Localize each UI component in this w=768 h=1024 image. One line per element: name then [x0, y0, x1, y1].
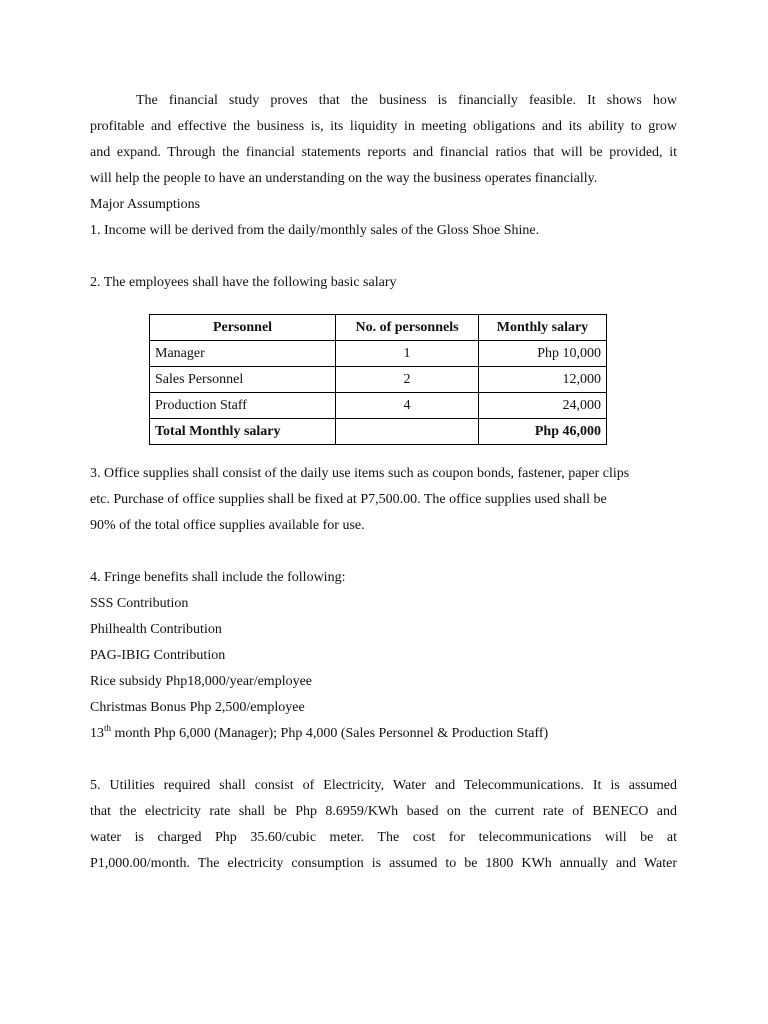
assumption-4-intro: 4. Fringe benefits shall include the following: [90, 570, 346, 585]
benefit-item: SSS Contribution [90, 596, 189, 611]
assumption-3-line: etc. Purchase of office supplies shall be fixed at P7,500.00. The office supplies used shall be [90, 492, 607, 507]
salary-table [149, 314, 607, 445]
intro-line: The financial study proves that the business is financially feasible. It shows how [136, 93, 677, 108]
benefit-item: Rice subsidy Php18,000/year/employee [90, 674, 313, 689]
assumption-5-line: P1,000.00/month. The electricity consumption is assumed to be 1800 KWh annually and Water [90, 856, 677, 871]
cell-count: 1 [336, 341, 479, 367]
cell-personnel: Manager [150, 341, 336, 367]
cell-salary: 12,000 [479, 367, 607, 393]
assumption-5 [90, 773, 677, 877]
table-row [150, 393, 607, 419]
intro-paragraph [90, 88, 677, 192]
benefit-item: Christmas Bonus Php 2,500/employee [90, 700, 305, 715]
assumption-3 [90, 461, 677, 539]
header-count: No. of personnels [336, 315, 479, 341]
intro-line: and expand. Through the financial statements reports and financial ratios that will be provided, it [90, 145, 677, 160]
table-header-row [150, 315, 607, 341]
cell-personnel: Sales Personnel [150, 367, 336, 393]
cell-count: 2 [336, 367, 479, 393]
assumption-3-line: 3. Office supplies shall consist of the daily use items such as coupon bonds, fastener, paper clips [90, 466, 630, 481]
assumption-2: 2. The employees shall have the following basic salary [90, 275, 397, 290]
intro-line: profitable and effective the business is, its liquidity in meeting obligations and its ability to grow [90, 119, 677, 134]
thirteenth-number: 13 [90, 726, 104, 741]
cell-salary: 24,000 [479, 393, 607, 419]
header-personnel: Personnel [150, 315, 336, 341]
assumption-5-line: water is charged Php 35.60/cubic meter. The cost for telecommunications will be at [90, 830, 677, 845]
cell-salary: Php 10,000 [479, 341, 607, 367]
total-label: Total Monthly salary [150, 419, 336, 445]
total-count [336, 419, 479, 445]
thirteenth-text: month Php 6,000 (Manager); Php 4,000 (Sales Personnel & Production Staff) [111, 726, 549, 741]
document-page [90, 88, 677, 877]
assumption-4 [90, 565, 677, 747]
benefit-item: Philhealth Contribution [90, 622, 222, 637]
header-salary: Monthly salary [479, 315, 607, 341]
benefit-item-13th-month [90, 721, 677, 747]
table-total-row [150, 419, 607, 445]
assumption-1: 1. Income will be derived from the daily/monthly sales of the Gloss Shoe Shine. [90, 223, 540, 238]
assumption-5-line: 5. Utilities required shall consist of Electricity, Water and Telecommunications. It is assumed [90, 778, 677, 793]
table-row [150, 341, 607, 367]
cell-personnel: Production Staff [150, 393, 336, 419]
assumption-5-line: that the electricity rate shall be Php 8.6959/KWh based on the current rate of BENECO and [90, 804, 677, 819]
intro-line: will help the people to have an understanding on the way the business operates financially. [90, 171, 598, 186]
assumption-3-line: 90% of the total office supplies available for use. [90, 518, 365, 533]
benefit-item: PAG-IBIG Contribution [90, 648, 226, 663]
table-row [150, 367, 607, 393]
section-heading: Major Assumptions [90, 197, 201, 212]
cell-count: 4 [336, 393, 479, 419]
total-salary: Php 46,000 [479, 419, 607, 445]
thirteenth-superscript: th [104, 723, 112, 733]
